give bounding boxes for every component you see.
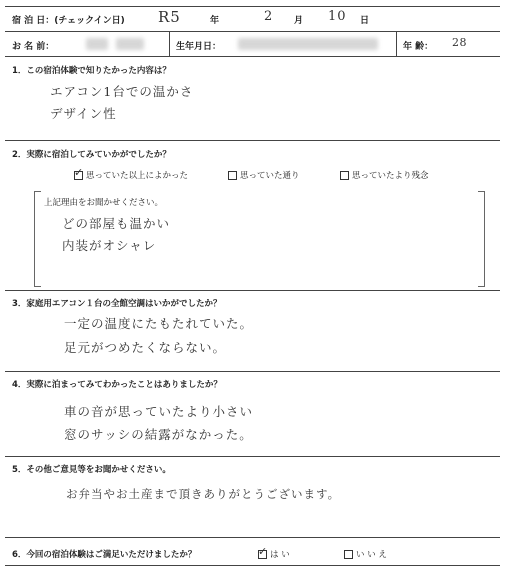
q4-divider <box>5 456 500 457</box>
q2-option-disappointing-label: 思っていたより残念 <box>352 171 429 181</box>
dob-redaction <box>238 38 378 50</box>
q2-divider <box>5 290 500 291</box>
q2-option-as-expected-label: 思っていた通り <box>240 171 300 181</box>
q4-question: 4．実際に泊まってみてわかったことはありましたか？ <box>12 380 222 390</box>
checkbox-empty-icon[interactable] <box>344 550 353 559</box>
q5-answer-line-1: お弁当やお土産まで頂きありがとうございます。 <box>66 487 341 501</box>
q2-reason-label: 上記理由をお聞かせください。 <box>44 198 164 208</box>
reason-box-left-bracket <box>34 191 41 287</box>
q3-answer-line-1: 一定の温度にたもたれていた。 <box>64 316 254 331</box>
q6-question: 6．今回の宿泊体験はご満足いただけましたか？ <box>12 550 197 560</box>
q2-question: 2．実際に宿泊してみていかがでしたか？ <box>12 150 171 160</box>
age-label: 年 齢： <box>403 42 434 52</box>
name-label: お 名 前： <box>12 42 55 52</box>
q2-answer-line-1: どの部屋も温かい <box>62 216 171 231</box>
q2-option-disappointing[interactable] <box>340 169 429 181</box>
day-unit: 日 <box>360 16 370 26</box>
divider-name-dob <box>169 31 170 56</box>
q6-option-no-label: い い え <box>356 550 387 560</box>
header-bottom <box>5 56 500 57</box>
q1-divider <box>5 140 500 141</box>
q2-option-as-expected[interactable] <box>228 169 300 181</box>
year-value: R5 <box>158 8 181 26</box>
q3-question: 3．家庭用エアコン１台の全館空調はいかがでしたか？ <box>12 299 222 309</box>
q2-option-better[interactable] <box>74 169 188 181</box>
name-redaction-2 <box>116 38 144 50</box>
q1-answer-line-2: デザイン性 <box>50 106 117 121</box>
stay-date-label: 宿 泊 日：(チェックイン日) <box>12 16 125 26</box>
border-bottom <box>5 565 500 566</box>
age-value: 28 <box>452 36 467 49</box>
q2-option-better-label: 思っていた以上によかった <box>86 171 189 181</box>
checkbox-empty-icon[interactable] <box>340 171 349 180</box>
month-value: 2 <box>264 9 274 24</box>
q1-answer-line-1: エアコン1台での温かさ <box>50 84 194 99</box>
year-unit: 年 <box>210 16 220 26</box>
checkbox-checked-icon[interactable] <box>258 550 267 559</box>
divider-dob-age <box>396 31 397 56</box>
day-value: 10 <box>328 9 347 24</box>
q3-answer-line-2: 足元がつめたくならない。 <box>64 340 227 355</box>
q5-question: 5．その他ご意見等をお聞かせください。 <box>12 465 171 475</box>
q4-answer-line-1: 車の音が思っていたより小さい <box>64 404 254 419</box>
month-unit: 月 <box>294 16 304 26</box>
border-top <box>5 6 500 7</box>
header-divider <box>5 31 500 32</box>
q3-divider <box>5 371 500 372</box>
q6-option-no[interactable] <box>344 548 387 560</box>
q6-option-yes-label: は い <box>270 550 290 560</box>
q2-answer-line-2: 内装がオシャレ <box>62 238 157 253</box>
name-redaction-1 <box>86 38 108 50</box>
q6-option-yes[interactable] <box>258 548 290 560</box>
q1-question: 1．この宿泊体験で知りたかった内容は？ <box>12 66 171 76</box>
q5-divider <box>5 537 500 538</box>
reason-box-right-bracket <box>478 191 485 287</box>
q4-answer-line-2: 窓のサッシの結露がなかった。 <box>64 427 253 442</box>
checkbox-checked-icon[interactable] <box>74 171 83 180</box>
dob-label: 生年月日： <box>176 42 222 52</box>
checkbox-empty-icon[interactable] <box>228 171 237 180</box>
